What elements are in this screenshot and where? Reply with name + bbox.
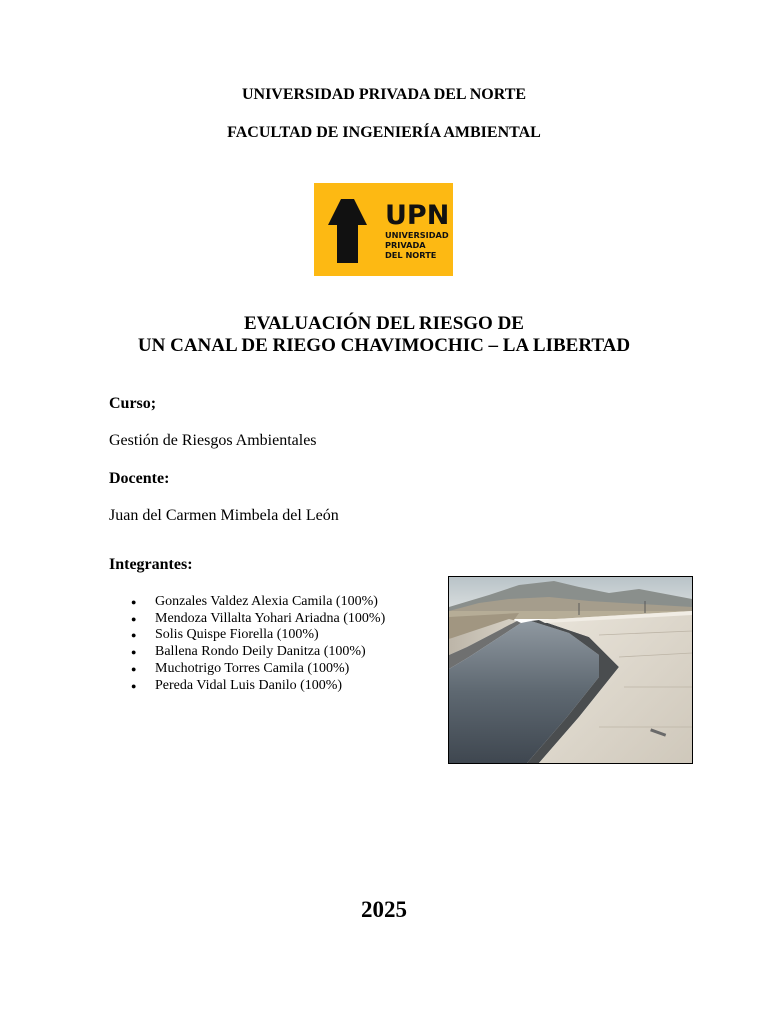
bullet-icon: ● — [131, 597, 137, 607]
list-item — [131, 611, 385, 628]
member-name: Gonzales Valdez Alexia Camila (100%) — [155, 594, 378, 609]
logo-line-1: UNIVERSIDAD — [385, 230, 449, 240]
member-name: Ballena Rondo Deily Danitza (100%) — [155, 644, 366, 660]
canal-photo-graphic — [449, 577, 692, 763]
list-item — [131, 627, 385, 644]
list-item — [131, 661, 385, 678]
members-list — [131, 594, 385, 694]
list-item — [131, 678, 385, 695]
list-item — [131, 594, 385, 611]
upn-logo-graphic — [314, 183, 453, 276]
logo-line-2: PRIVADA — [385, 240, 426, 250]
member-name: Muchotrigo Torres Camila (100%) — [155, 660, 350, 676]
document-title-line-2: UN CANAL DE RIEGO CHAVIMOCHIC – LA LIBERTAD — [137, 335, 631, 356]
member-name: Solis Quispe Fiorella (100%) — [155, 627, 319, 643]
bullet-icon: ● — [131, 613, 137, 624]
faculty-name: FACULTAD DE INGENIERÍA AMBIENTAL — [227, 124, 541, 141]
course-label: Curso; — [109, 395, 157, 412]
list-item — [131, 644, 385, 661]
logo-acronym: UPN — [385, 200, 450, 231]
course-name: Gestión de Riesgos Ambientales — [109, 432, 317, 449]
bullet-icon: ● — [131, 647, 137, 658]
canal-photo — [448, 576, 693, 764]
upn-arrow-icon — [328, 199, 367, 263]
bullet-icon: ● — [131, 630, 137, 641]
year: 2025 — [361, 897, 407, 922]
upn-logo — [314, 183, 453, 276]
bullet-icon: ● — [131, 680, 137, 691]
teacher-label: Docente: — [109, 470, 170, 487]
logo-line-3: DEL NORTE — [385, 250, 437, 260]
teacher-name: Juan del Carmen Mimbela del León — [109, 507, 339, 524]
member-name: Mendoza Villalta Yohari Ariadna (100%) — [155, 610, 386, 626]
member-name: Pereda Vidal Luis Danilo (100%) — [155, 677, 343, 693]
document-title-line-1: EVALUACIÓN DEL RIESGO DE — [244, 313, 524, 334]
bullet-icon: ● — [131, 663, 137, 674]
university-name: UNIVERSIDAD PRIVADA DEL NORTE — [241, 86, 527, 103]
members-label: Integrantes: — [109, 556, 193, 573]
